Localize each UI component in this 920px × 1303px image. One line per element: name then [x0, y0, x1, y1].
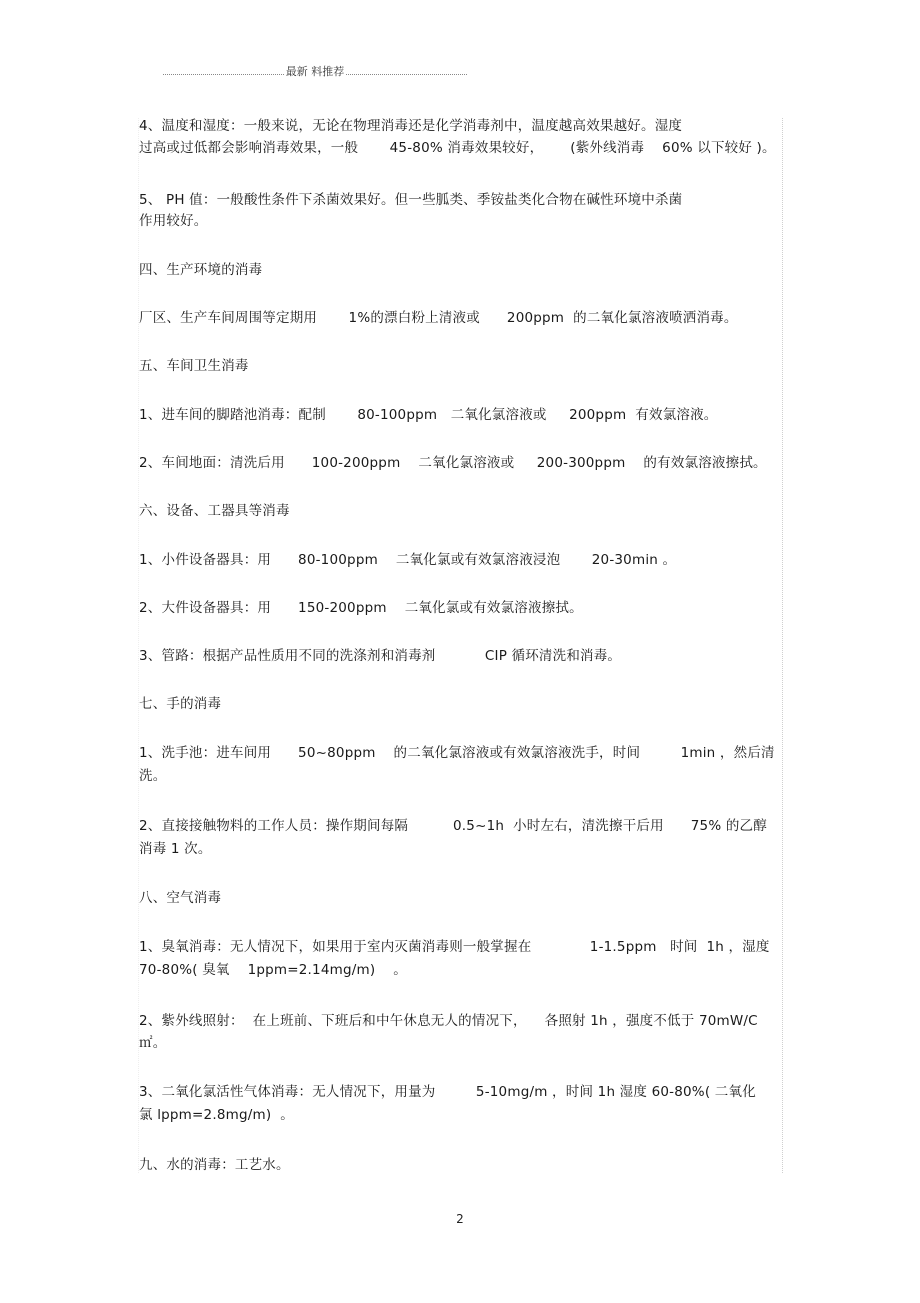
text-line: 1、小件设备器具：用 80-100ppm 二氧化氯或有效氯溶液浸泡 20-30min 。 [139, 552, 677, 568]
text-line: 过高或过低都会影响消毒效果，一般 45-80% 消毒效果较好， (紫外线消毒 60% 以下较好 )。 [139, 140, 776, 156]
section-heading: 六、设备、工器具等消毒 [139, 503, 290, 519]
section-heading: 七、手的消毒 [139, 696, 222, 712]
header-dots-left [163, 66, 284, 75]
right-margin-rule [782, 118, 783, 1173]
text-line: 70-80%( 臭氧 1ppm=2.14mg/m) 。 [139, 962, 407, 978]
text-line: 1、进车间的脚踏池消毒：配制 80-100ppm 二氧化氯溶液或 200ppm 有效氯溶液。 [139, 407, 718, 423]
text-line: 4、温度和湿度：一般来说，无论在物理消毒还是化学消毒剂中，温度越高效果越好。湿度 [139, 118, 683, 134]
text-line: 1、洗手池：进车间用 50~80ppm 的二氧化氯溶液或有效氯溶液洗手，时间 1min ，然后清 [139, 745, 775, 761]
section-heading: 八、空气消毒 [139, 890, 222, 906]
text-line: 3、二氧化氯活性气体消毒：无人情况下，用量为 5-10mg/m ，时间 1h 湿度 60-80%( 二氧化 [139, 1084, 756, 1100]
text-line: 2、紫外线照射： 在上班前、下班后和中午休息无人的情况下， 各照射 1h ，强度不低于 70mW/C [139, 1013, 758, 1029]
text-line: 2、大件设备器具：用 150-200ppm 二氧化氯或有效氯溶液擦拭。 [139, 600, 583, 616]
section-heading: 九、水的消毒：工艺水。 [139, 1157, 290, 1173]
page-header [163, 64, 467, 80]
text-line: 3、管路：根据产品性质用不同的洗涤剂和消毒剂 CIP 循环清洗和消毒。 [139, 648, 622, 664]
header-dots-right [346, 66, 467, 75]
text-line: 2、直接接触物料的工作人员：操作期间每隔 0.5~1h 小时左右，清洗擦干后用 75% 的乙醇 [139, 818, 767, 834]
header-title: 最新 料推荐 [285, 65, 345, 78]
text-line: 厂区、生产车间周围等定期用 1%的漂白粉上清液或 200ppm 的二氧化氯溶液喷洒消毒。 [139, 310, 738, 326]
text-line: 消毒 1 次。 [139, 841, 212, 857]
text-line: 2、车间地面：清洗后用 100-200ppm 二氧化氯溶液或 200-300ppm 的有效氯溶液擦拭。 [139, 455, 767, 471]
text-line: 作用较好。 [139, 213, 208, 229]
text-line: 氯 lppm=2.8mg/m) 。 [139, 1107, 294, 1123]
text-line: 1、臭氧消毒：无人情况下，如果用于室内灭菌消毒则一般掌握在 1-1.5ppm 时间 1h ，湿度 [139, 939, 770, 955]
section-heading: 四、生产环境的消毒 [139, 262, 263, 278]
text-line: 洗。 [139, 768, 167, 784]
text-line: ㎡。 [139, 1035, 167, 1051]
page-number: 2 [456, 1212, 464, 1226]
text-line: 5、 PH 值：一般酸性条件下杀菌效果好。但一些胍类、季铵盐类化合物在碱性环境中杀菌 [139, 192, 683, 208]
section-heading: 五、车间卫生消毒 [139, 358, 249, 374]
